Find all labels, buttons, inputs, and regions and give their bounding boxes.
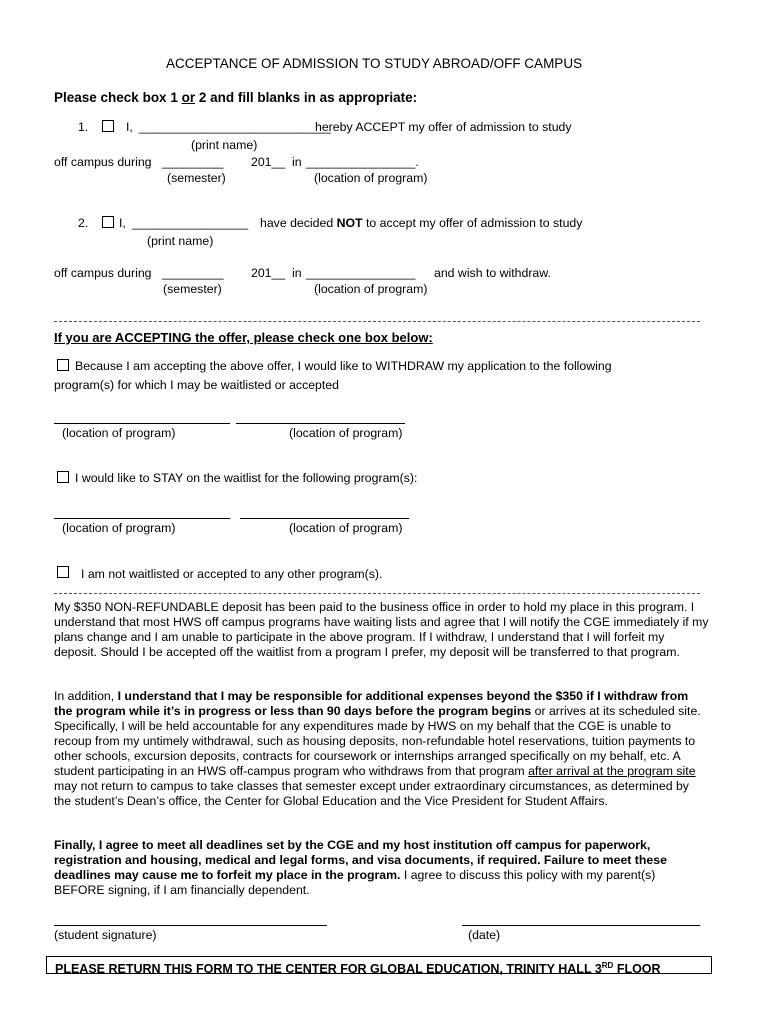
option1-in: in	[292, 155, 302, 169]
signature-label: (student signature)	[54, 928, 157, 942]
checkbox-icon	[102, 216, 114, 228]
deadlines-bold: Finally, I agree to meet all deadlines set by the CGE and my host institution off campus for paperwork, registration and housing, medical and legal forms, and visa documents, if required. Failure to meet these deadlines may cause me to forfeit my place in the program.	[54, 838, 667, 882]
withdraw-line1: Because I am accepting the above offer, I would like to WITHDRAW my application to the following	[75, 359, 612, 373]
footer-sup: RD	[601, 961, 614, 970]
student-signature-field[interactable]	[54, 925, 327, 926]
option2-name-field[interactable]: _________________	[132, 216, 249, 230]
withdraw-location2-field[interactable]	[236, 423, 405, 424]
option2-off-campus: off campus during	[54, 266, 152, 280]
deposit-paragraph: My $350 NON-REFUNDABLE deposit has been paid to the business office in order to hold my place in this program. I understand that most HWS off campus programs have waiting lists and agree that I will notify the CGE immediately if my plans change and I am unable to participate in the above program. If I withdraw, I understand that I will forfeit my deposit. Should I be accepted off the waitlist from a program I prefer, my deposit will be transferred to that program.	[54, 600, 709, 659]
option2-not: NOT	[336, 216, 363, 230]
not-waitlisted-text: I am not waitlisted or accepted to any other program(s).	[81, 567, 383, 581]
option2-location-field[interactable]: ________________	[306, 266, 416, 280]
option2-decided-text	[260, 216, 582, 230]
option2-decided-post: to accept my offer of admission to study	[362, 216, 583, 230]
option1-i: I,	[126, 120, 133, 134]
option1-checkbox[interactable]	[102, 120, 114, 134]
expenses-bold: I understand that I may be responsible for additional expenses beyond the $350 if I withdraw from the program while it’s in progress or less than 90 days before the program begins	[54, 689, 689, 718]
stay-checkbox[interactable]	[57, 471, 69, 485]
instructions-pre: Please check box 1	[54, 90, 182, 105]
expenses-underline: after arrival at the program site	[528, 764, 696, 778]
return-instructions-box	[46, 956, 712, 977]
stay-location2-field[interactable]	[240, 518, 409, 519]
option1-number: 1.	[78, 120, 89, 134]
checkbox-icon	[102, 120, 114, 132]
option1-off-campus: off campus during	[54, 155, 152, 169]
option1-name-field[interactable]: ____________________________	[139, 120, 331, 134]
withdraw-loc1-label: (location of program)	[62, 426, 176, 440]
expenses-intro: In addition,	[54, 689, 118, 703]
page-title: ACCEPTANCE OF ADMISSION TO STUDY ABROAD/OFF CAMPUS	[166, 56, 583, 71]
checkbox-icon	[57, 359, 69, 371]
withdraw-line2: program(s) for which I may be waitlisted or accepted	[54, 378, 339, 392]
option2-decided-pre: have decided	[260, 216, 337, 230]
option2-withdraw: and wish to withdraw.	[434, 266, 551, 280]
option2-number: 2.	[78, 216, 89, 230]
deadlines-paragraph	[54, 838, 709, 898]
option1-accept-text: hereby ACCEPT my offer of admission to study	[315, 120, 572, 134]
option1-print-name-label: (print name)	[191, 138, 258, 152]
withdraw-loc2-label: (location of program)	[289, 426, 403, 440]
option2-semester-label: (semester)	[163, 282, 222, 296]
stay-loc1-label: (location of program)	[62, 521, 176, 535]
stay-loc2-label: (location of program)	[289, 521, 403, 535]
expenses-paragraph	[54, 689, 709, 809]
option2-year-field[interactable]: 201__	[251, 266, 286, 280]
option2-print-name-label: (print name)	[147, 234, 214, 248]
option1-location-label: (location of program)	[314, 171, 428, 185]
instructions	[54, 90, 417, 105]
instructions-post: 2 and fill blanks in as appropriate:	[195, 90, 418, 105]
option1-year-field[interactable]: 201__	[251, 155, 286, 169]
option2-location-label: (location of program)	[314, 282, 428, 296]
stay-text: I would like to STAY on the waitlist for the following program(s):	[75, 471, 418, 485]
option2-checkbox[interactable]	[102, 216, 114, 230]
option2-in: in	[292, 266, 302, 280]
withdraw-checkbox[interactable]	[57, 359, 69, 373]
footer-end: FLOOR	[613, 962, 661, 977]
instructions-or: or	[181, 90, 196, 105]
not-waitlisted-checkbox[interactable]	[57, 566, 69, 580]
checkbox-icon	[57, 566, 69, 578]
checkbox-icon	[57, 471, 69, 483]
divider	[54, 593, 700, 594]
date-field[interactable]	[462, 925, 700, 926]
option1-semester-field[interactable]: _________	[162, 155, 224, 169]
date-label: (date)	[468, 928, 501, 942]
expenses-end: may not return to campus to take classes that semester except under extraordinary circumstances, as determined by the student’s Dean’s office, the Center for Global Education and the Vice President for Student Affairs.	[54, 779, 689, 808]
footer-text: PLEASE RETURN THIS FORM TO THE CENTER FOR GLOBAL EDUCATION, TRINITY HALL 3	[55, 962, 602, 977]
divider	[54, 321, 700, 322]
deadlines-rest: I agree to discuss this policy with my parent(s) BEFORE signing, if I am financially dependent.	[54, 868, 656, 897]
option2-i: I,	[119, 216, 126, 230]
option1-location-field[interactable]: ________________.	[306, 155, 419, 169]
withdraw-location1-field[interactable]	[54, 423, 230, 424]
accepting-heading: If you are ACCEPTING the offer, please check one box below:	[54, 330, 433, 345]
expenses-middle: or arrives at its scheduled site. Specifically, I will be held accountable for any expenditures made by HWS on my behalf that the CGE is unable to recoup from my untimely withdrawal, such as housing deposits, non-refundable hotel reservations, tuition payments to other schools, excursion deposits, contracts for coursework or internships arranged specifically on my behalf, etc. A student participating in an HWS off-campus program who withdraws from that program	[54, 704, 701, 778]
stay-location1-field[interactable]	[54, 518, 230, 519]
option2-semester-field[interactable]: _________	[162, 266, 224, 280]
option1-semester-label: (semester)	[167, 171, 226, 185]
